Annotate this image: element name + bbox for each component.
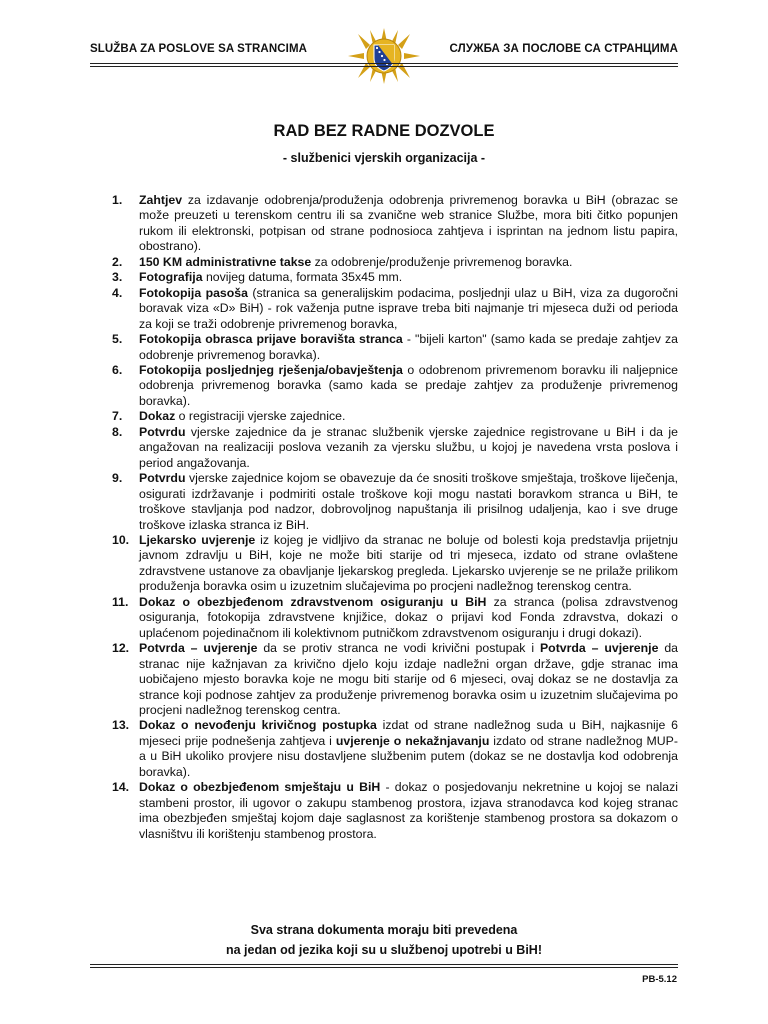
item-bold-lead: Ljekarsko uvjerenje bbox=[139, 532, 256, 547]
item-text: o registraciji vjerske zajednice. bbox=[175, 409, 346, 424]
item-text: za odobrenje/produženje privremenog boravka. bbox=[311, 254, 573, 269]
item-number: 2. bbox=[112, 254, 123, 269]
document-title: RAD BEZ RADNE DOZVOLE bbox=[273, 122, 495, 140]
item-text: iz kojeg je vidljivo da stranac ne boluje od bolesti koja predstavlja prijetnju javnom zdravlju u BiH, koje ne može biti starije od tri mjeseca, izdato od strane ovlaštene zdravstvene ustanove za obavljanje ljekarskog pregleda. Ljekarsko uvjerenje se ne prilaže prilikom produženja boravka osim u izuzetnim slučajevima po procjeni nadležnog terenskog centra. bbox=[139, 532, 678, 594]
item-number: 7. bbox=[112, 409, 123, 424]
item-bold-lead: Dokaz o obezbjeđenom smještaju u BiH bbox=[139, 780, 381, 795]
notice-line-1: Sva strana dokumenta moraju biti prevedena bbox=[250, 923, 518, 937]
item-bold-second: uvjerenje o nekažnjavanju bbox=[335, 733, 490, 748]
item-bold-lead: Potvrda – uvjerenje bbox=[139, 641, 258, 656]
item-number: 4. bbox=[112, 285, 123, 300]
item-bold-lead: Dokaz o obezbjeđenom zdravstvenom osiguranju u BiH bbox=[139, 594, 487, 609]
item-number: 3. bbox=[112, 270, 123, 285]
header-rule-thin bbox=[90, 66, 678, 67]
item-text-continued: da stranac nije kažnjavan za krivično djelo koju izdaje nadležni organ države, gdje stranac ima uobičajeno mjesto boravka koje ne mogu biti starije od 6 mjeseci, ovaj dokaz se ne dostavlja za strance koji podnose zahtjev za produženje privremenog boravka osim u izuzetnim slučajevima po procjeni nadležnog terenskog centra. bbox=[139, 641, 679, 717]
item-number: 8. bbox=[112, 424, 123, 439]
list-item bbox=[104, 595, 678, 641]
list-item bbox=[104, 332, 678, 363]
bih-coat-of-arms-badge-icon bbox=[348, 28, 420, 84]
list-item bbox=[104, 425, 678, 471]
footer-rule-thin bbox=[90, 967, 678, 968]
item-number: 11. bbox=[112, 594, 129, 609]
item-bold-lead: Fotokopija posljednjeg rješenja/obavještenja bbox=[139, 362, 403, 377]
requirements-list bbox=[104, 193, 678, 842]
document-header bbox=[90, 32, 678, 76]
header-title-latin: SLUŽBA ZA POSLOVE SA STRANCIMA bbox=[90, 43, 308, 55]
item-bold-lead: Dokaz bbox=[139, 409, 176, 424]
item-text: vjerske zajednice kojom se obavezuje da će snositi troškove smještaja, troškove liječenja, osigurati izdržavanje i podmiriti ostale troškove koji mogu nastati boravkom stranca u BiH, te troškove stavljanja pod nadzor, dobrovoljnog napuštanja ili prisilnog udaljenja, kao i sve druge troškove izlaska stranca iz BiH. bbox=[139, 471, 678, 532]
item-text: vjerske zajednice da je stranac službenik vjerske zajednice registrovane u BiH i da je angažovan na realizaciji poslova vezanih za vjersku službu, u kojoj je navedena vrsta poslova i period angažovanja. bbox=[139, 424, 678, 470]
item-number: 14. bbox=[112, 780, 130, 795]
item-bold-lead: Potvrdu bbox=[139, 471, 186, 486]
list-item bbox=[104, 255, 678, 270]
item-text: izdat od strane nadležnog suda u BiH, najkasnije 6 mjeseci prije podnešenja zahtjeva i bbox=[139, 718, 678, 748]
list-item bbox=[104, 718, 678, 780]
item-text: za stranca (polisa zdravstvenog osiguranja, fotokopija zdravstvene knjižice, dokaz o prijavi kod Fonda zdravstva, dokazi o uplaćenom pojedinačnom ili kolektivnom putničkom zdravstvenom osiguranju i drugi dokazi). bbox=[139, 594, 679, 640]
item-bold-lead: Fotografija bbox=[139, 270, 203, 285]
item-number: 5. bbox=[112, 332, 123, 347]
list-item bbox=[104, 409, 678, 424]
header-title-cyrillic: СЛУЖБА ЗА ПОСЛОВЕ СА СТРАНЦИМА bbox=[449, 43, 678, 55]
notice-line-2: na jedan od jezika koji su u službenoj upotrebi u BiH! bbox=[225, 943, 542, 957]
list-item bbox=[104, 286, 678, 332]
list-item bbox=[104, 270, 678, 285]
item-bold-second: Potvrda – uvjerenje bbox=[539, 641, 659, 656]
item-bold-lead: Potvrdu bbox=[139, 424, 186, 439]
list-item bbox=[104, 641, 678, 718]
form-code: PB-5.12 bbox=[642, 974, 677, 985]
item-number: 10. bbox=[112, 532, 130, 547]
list-item bbox=[104, 471, 678, 533]
item-number: 9. bbox=[112, 471, 123, 486]
item-text: - "bijeli karton" (samo kada se predaje zahtjev za odobrenje privremenog boravka). bbox=[139, 332, 678, 362]
list-item bbox=[104, 533, 678, 595]
document-subtitle: - službenici vjerskih organizacija - bbox=[282, 151, 486, 165]
item-text: - dokaz o posjedovanju nekretnine u kojoj se nalazi stambeni prostor, ili ugovor o zakupu stambenog prostora, izjava stranodavca kod kojeg stranac ima obezbjeđen smještaj kojom daje saglasnost za korištenje stambenog prostora sa dokazom o vlasništvu ili korištenju stambenog prostora. bbox=[139, 780, 678, 841]
item-number: 1. bbox=[112, 193, 123, 207]
item-number: 13. bbox=[112, 718, 130, 733]
item-bold-lead: Fotokopija pasoša bbox=[139, 285, 248, 300]
item-text: da se protiv stranca ne vodi krivični postupak i bbox=[257, 641, 540, 656]
item-bold-lead: 150 KM administrativne takse bbox=[139, 254, 312, 269]
item-text: novijeg datuma, formata 35x45 mm. bbox=[202, 270, 403, 285]
item-bold-lead: Zahtjev bbox=[139, 193, 183, 207]
translation-notice bbox=[0, 920, 768, 960]
item-text: za izdavanje odobrenja/produženja odobrenja privremenog boravka u BiH (obrazac se može preuzeti u terenskom centru ili sa zvanične web stranice Službe, mora biti čitko popunjen rukom ili elektronski, potpisan od strane podnosioca zahtjeva i isprintan na jednom listu papira, obostrano). bbox=[139, 193, 678, 254]
item-bold-lead: Dokaz o nevođenju krivičnog postupka bbox=[139, 718, 377, 733]
item-number: 6. bbox=[112, 362, 123, 377]
header-rule bbox=[90, 63, 678, 64]
item-text: (stranica sa generalijskim podacima, posljednji ulaz u BiH, viza za dugoročni boravak viza «D» BiH) - rok važenja putne isprave treba biti najmanje tri mjeseca duži od perioda za koji se traži odobrenje privremenog boravka, bbox=[139, 285, 678, 331]
item-bold-lead: Fotokopija obrasca prijave boravišta stranca bbox=[139, 332, 403, 347]
item-number: 12. bbox=[112, 641, 130, 656]
list-item bbox=[104, 363, 678, 409]
item-text-continued: izdato od strane nadležnog MUP-a u BiH ukoliko provjere nisu dostavljene službenim putem (dokaz se ne dostavlja kod odobrenja boravka). bbox=[139, 733, 678, 779]
list-item bbox=[104, 193, 678, 255]
list-item bbox=[104, 780, 678, 842]
footer-rule bbox=[90, 964, 678, 965]
item-text: o odobrenom privremenom boravku ili naljepnice odobrenja privremenog boravka (samo kada se predaje zahtjev za produženje privremenog boravka). bbox=[139, 362, 679, 408]
